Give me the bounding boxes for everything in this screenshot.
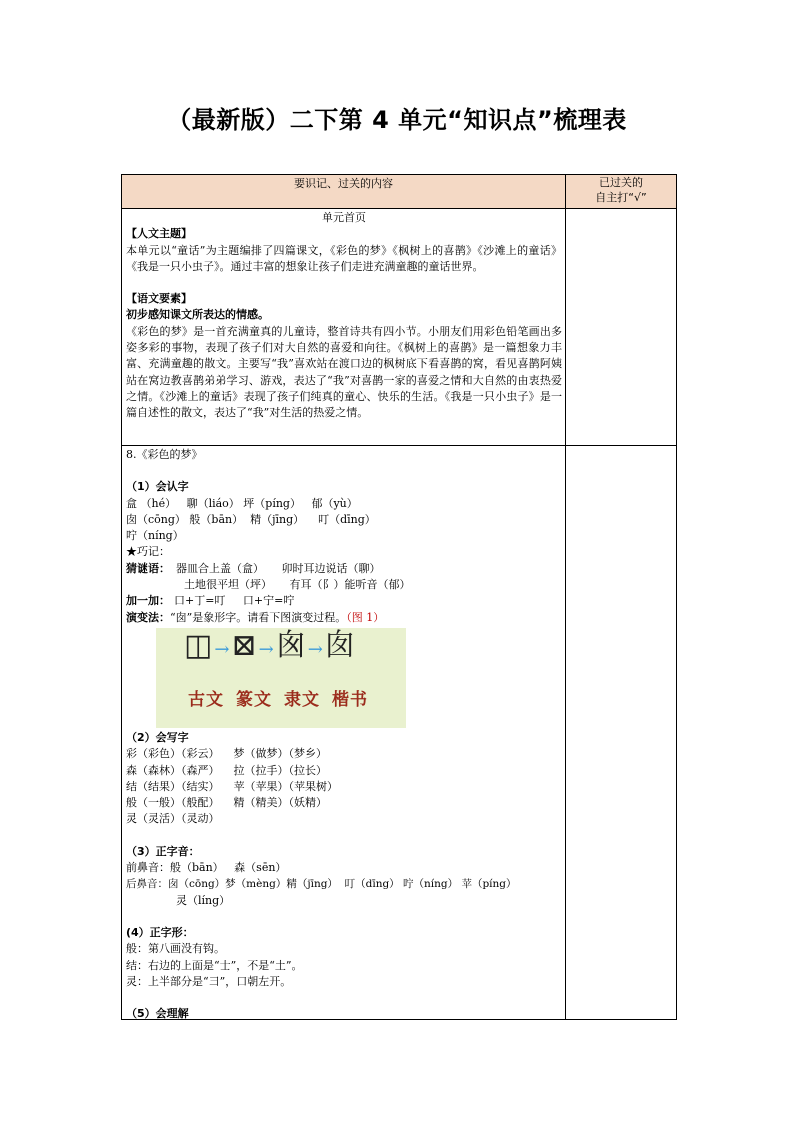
lang-elements-point: 初步感知课文所表达的情感。 (126, 308, 269, 322)
evolve-label: 演变法： (126, 610, 170, 624)
check-cell[interactable] (566, 209, 677, 446)
write-row: 彩（彩色）（彩云） 梦（做梦）（梦乡） (126, 747, 327, 761)
figure-label: 古文 (188, 689, 224, 710)
recognize-row: 盒 （hé） 聊（liáo） 坪（píng） 郁（yù） (126, 496, 358, 510)
add-text: 口+丁=叮 口+宁=咛 (174, 594, 295, 608)
lang-elements-text: 《彩色的梦》是一首充满童真的儿童诗，整首诗共有四小节。小朋友们用彩色铅笔画出多姿多彩的事物，表现了孩子们对大自然的喜爱和向往。《枫树上的喜鹊》是一篇想象力丰富、充满童趣的散文。主要写“我”喜欢站在渡口边的枫树底下看喜鹊的窝，看见喜鹊阿姨站在窝边教喜鹊弟弟学习、游戏，表达了“我”对喜鹊一家的喜爱之情和大自然的由衷热爱之情。《沙滩上的童话》表现了孩子们纯真的童心、快乐的生活。《我是一只小虫子》是一篇自述性的散文，表达了“我”对生活的热爱之情。 (126, 324, 562, 420)
figure-label: 隶文 (284, 689, 320, 710)
shape-row: 般：第八画没有钩。 (126, 942, 225, 956)
riddle-text: 土地很平坦（坪） 有耳（阝）能听音（郁） (184, 578, 411, 592)
lesson-8-cell (122, 446, 566, 1020)
front-nasal-row: 前鼻音：般（bān） 森（sēn） (126, 861, 287, 875)
unit-overview-title: 单元首页 (322, 211, 366, 224)
theme-heading: 【人文主题】 (126, 227, 192, 241)
write-row: 灵（灵活）（灵动） (126, 812, 220, 826)
tips-label: ★巧记： (126, 545, 170, 559)
evolve-text: “囱”是象形字。请看下图演变过程。 (170, 610, 347, 624)
back-nasal-row: 灵（líng） (176, 893, 231, 907)
shape-row: 灵：上半部分是“彐”，口朝左开。 (126, 974, 292, 988)
content-column-header: 要识记、过关的内容 (122, 175, 566, 209)
write-row: 结（结果）（结实） 苹（苹果）（苹果树） (126, 779, 338, 793)
arrow-icon: → (214, 638, 232, 660)
arrow-icon: → (307, 638, 325, 660)
lesson-title: 8.《彩色的梦》 (126, 448, 203, 461)
table-row (122, 446, 677, 1020)
check-column-header-line2: 自主打“√” (595, 191, 647, 204)
lang-elements-heading: 【语文要素】 (126, 292, 192, 306)
pronunciation-heading: （3）正字音： (126, 844, 200, 858)
check-column-header-line1: 已过关的 (599, 176, 643, 189)
page-title: （最新版）二下第 4 单元“知识点”梳理表 (167, 106, 627, 134)
write-heading: （2）会写字 (126, 730, 189, 744)
table-header-row (122, 175, 677, 209)
recognize-row: 囱（cōng） 般（bān） 精（jīng） 叮（dīng） (126, 512, 376, 526)
write-row: 般（一般）（般配） 精（精美）（妖精） (126, 796, 327, 810)
write-row: 森（森林）（森严） 拉（拉手）（拉长） (126, 763, 327, 777)
shape-row: 结：右边的上面是“士”，不是“土”。 (126, 958, 303, 972)
check-cell[interactable] (566, 446, 677, 1020)
knowledge-table (121, 174, 677, 1020)
table-row (122, 209, 677, 446)
check-column-header (566, 175, 677, 209)
recognize-heading: （1）会认字 (126, 480, 189, 494)
theme-text: 本单元以“童话”为主题编排了四篇课文，《彩色的梦》《枫树上的喜鹊》《沙滩上的童话》《我是一只小虫子》。通过丰富的想象让孩子们走进充满童趣的童话世界。 (126, 243, 562, 273)
shape-heading: (4）正字形： (126, 925, 194, 939)
riddle-text: 器皿合上盖（盒） 卯时耳边说话（聊） (176, 561, 381, 575)
evolution-glyphs: ◫→⊠→囪→囱 (184, 627, 357, 663)
figure-label: 篆文 (236, 689, 272, 710)
arrow-icon: → (258, 638, 276, 660)
figure-label: 楷书 (332, 689, 368, 710)
unit-overview-cell (122, 209, 566, 446)
recognize-row: 咛（níng） (126, 529, 184, 543)
add-label: 加一加： (126, 594, 170, 608)
understand-heading: （5）会理解 (126, 1007, 189, 1019)
back-nasal-row: 后鼻音：囱（cōng）梦（mèng）精（jīng） 叮（dīng） 咛（níng） 苹（píng） (126, 878, 517, 891)
character-evolution-figure (156, 628, 406, 728)
figure-ref: （图 1） (346, 610, 385, 624)
riddle-label: 猜谜语： (126, 561, 170, 575)
